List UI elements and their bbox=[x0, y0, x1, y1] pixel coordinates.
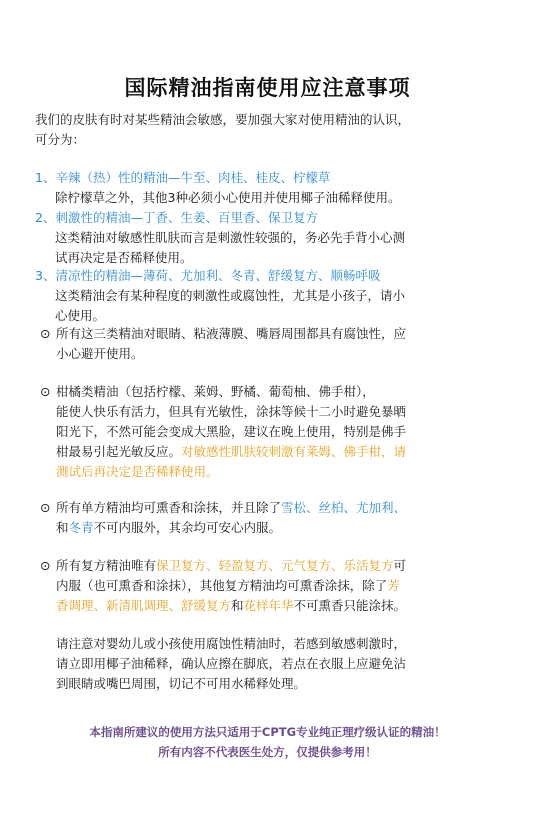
category-desc: 这类精油会有某种程度的刺激性或腐蚀性，尤其是小孩子，请小 bbox=[55, 288, 406, 303]
disclaimer-line: 本指南所建议的使用方法只适用于CPTG专业纯正理疗级认证的精油！ bbox=[89, 725, 446, 739]
category-desc: 心使用。 bbox=[55, 308, 106, 323]
category-2 bbox=[35, 208, 485, 268]
note-line bbox=[40, 596, 470, 616]
disclaimer-footer bbox=[0, 722, 535, 762]
note-line: 能使人快乐有活力，但具有光敏性，涂抹等候十二小时避免暴晒 bbox=[56, 404, 407, 419]
category-heading: 3、清凉性的精油—薄荷、尤加利、冬青、舒缓复方、顺畅呼吸 bbox=[35, 268, 381, 283]
highlight-blends: 花样年华 bbox=[243, 598, 294, 613]
category-3 bbox=[35, 266, 485, 326]
highlight-oils: 冬青 bbox=[68, 520, 94, 535]
note-text: 可 bbox=[393, 558, 407, 573]
category-1 bbox=[35, 168, 485, 208]
note-line: 阳光下，不然可能会变成大黑脸，建议在晚上使用，特别是佛手 bbox=[56, 424, 407, 439]
note-line bbox=[40, 442, 470, 462]
note-text: 柑最易引起光敏反应。 bbox=[56, 444, 182, 459]
category-desc: 试再决定是否稀释使用。 bbox=[55, 250, 193, 265]
warning-text: 对敏感性肌肤较刺激有莱姆、佛手柑，请 bbox=[181, 444, 407, 459]
note-line: 到眼睛或嘴巴周围，切记不可用水稀释处理。 bbox=[56, 676, 307, 691]
note-line bbox=[40, 518, 470, 538]
page-title: 国际精油指南使用应注意事项 bbox=[124, 76, 411, 100]
intro-line: 我们的皮肤有时对某些精油会敏感，要加强大家对使用精油的认识， bbox=[35, 112, 411, 127]
note-text: 所有复方精油唯有 bbox=[56, 558, 157, 573]
note-text: 内服（也可熏香和涂抹），其他复方精油均可熏香涂抹，除了 bbox=[56, 578, 388, 593]
category-desc: 除柠檬草之外，其他3种必须小心使用并使用椰子油稀释使用。 bbox=[55, 190, 401, 205]
note-line bbox=[40, 576, 470, 596]
note-citrus bbox=[40, 382, 470, 482]
intro-line: 可分为： bbox=[35, 132, 86, 147]
note-line: 请立即用椰子油稀释，确认应擦在脚底，若点在衣服上应避免沾 bbox=[56, 656, 407, 671]
bullet-icon: ⊙ bbox=[40, 558, 51, 573]
note-line: 柑橘类精油（包括柠檬、莱姆、野橘、葡萄柚、佛手柑）， bbox=[56, 384, 375, 399]
bullet-icon: ⊙ bbox=[40, 384, 51, 399]
note-line bbox=[40, 498, 470, 518]
disclaimer-line: 所有内容不代表医生处方，仅提供参考用！ bbox=[158, 745, 377, 759]
note-text: 和 bbox=[231, 598, 244, 613]
intro-paragraph bbox=[35, 110, 485, 150]
highlight-oils: 雪松、丝柏、尤加利、 bbox=[281, 500, 407, 515]
bullet-icon: ⊙ bbox=[40, 500, 51, 515]
warning-text: 测试后再决定是否稀释使用。 bbox=[56, 464, 219, 479]
note-mucous bbox=[40, 324, 470, 364]
category-heading: 2、刺激性的精油—丁香、生姜、百里香、保卫复方 bbox=[35, 210, 318, 225]
bullet-icon: ⊙ bbox=[40, 326, 51, 341]
note-text: 不可内服外，其余均可安心内服。 bbox=[93, 520, 282, 535]
note-line: 所有这三类精油对眼睛、粘液薄膜、嘴唇周围都具有腐蚀性，应 bbox=[56, 326, 407, 341]
note-text: 不可熏香只能涂抹。 bbox=[293, 598, 407, 613]
note-text: 和 bbox=[56, 520, 69, 535]
category-desc: 这类精油对敏感性肌肤而言是刺激性较强的，务必先手背小心测 bbox=[55, 230, 406, 245]
category-heading: 1、辛辣（热）性的精油—牛至、肉桂、桂皮、柠檬草 bbox=[35, 170, 331, 185]
highlight-blends: 香调理、新清肌调理、舒缓复方 bbox=[56, 598, 232, 613]
note-line: 小心避开使用。 bbox=[56, 346, 144, 361]
note-single-oils bbox=[40, 498, 470, 538]
note-line bbox=[40, 556, 470, 576]
note-line: 请注意对婴幼儿或小孩使用腐蚀性精油时，若感到敏感刺激时， bbox=[56, 636, 407, 651]
note-children bbox=[40, 634, 470, 694]
note-blends bbox=[40, 556, 470, 616]
highlight-blends: 保卫复方、轻盈复方、元气复方、乐活复方 bbox=[156, 558, 394, 573]
highlight-blends: 芳 bbox=[387, 578, 400, 593]
note-text: 所有单方精油均可熏香和涂抹，并且除了 bbox=[56, 500, 282, 515]
